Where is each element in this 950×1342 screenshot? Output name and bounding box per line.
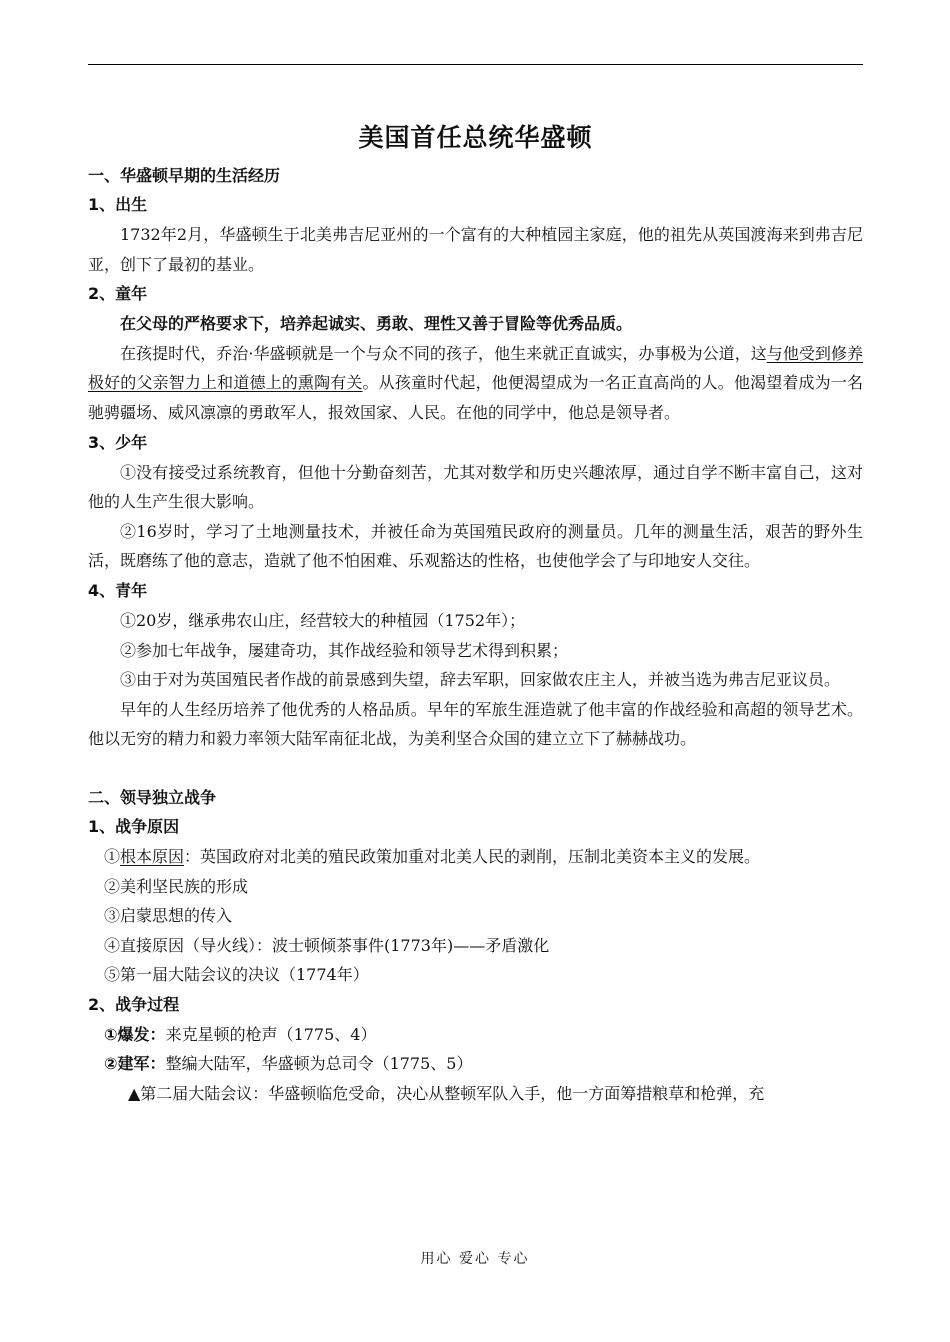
subheading-adulthood: 4、青年 [88, 580, 148, 600]
process-1-label: ①爆发： [104, 1024, 166, 1044]
paragraph-adult-3: ③由于对为英国殖民者作战的前景感到失望，辞去军职，回家做农庄主人，并被当选为弗吉尼亚议员。 [120, 670, 841, 690]
paragraph-adult-summary: 早年的人生经历培养了他优秀的人格品质。早年的军旅生涯造就了他丰富的作战经验和高超的领导艺术。他以无穷的精力和毅力率领大陆军南征北战，为美利坚合众国的建立立下了赫赫战功。 [88, 699, 863, 749]
childhood-text-before: 在孩提时代，乔治·华盛顿就是一个与众不同的孩子，他生来就正直诚实，办事极为公道，这 [120, 343, 767, 363]
paragraph-childhood-summary: 在父母的严格要求下，培养起诚实、勇敢、理性又善于冒险等优秀品质。 [120, 314, 633, 334]
document-body [88, 118, 863, 1109]
page-title: 美国首任总统华盛顿 [358, 123, 593, 152]
cause-1-number: ① [104, 846, 121, 866]
subheading-birth: 1、出生 [88, 195, 148, 214]
childhood-text-after: 。从孩童时代起，他便渴望成为一名正直高尚的人。他渴望着成为一名驰骋疆场、威风凛凛的勇敢军人，报效国家、人民。在他的同学中，他总是领导者。 [88, 373, 863, 422]
paragraph-childhood [88, 339, 863, 428]
process-item-1 [88, 1020, 863, 1050]
cause-item-2: ②美利坚民族的形成 [104, 876, 249, 896]
cause-item-5: ⑤第一届大陆会议的决议（1774年） [104, 965, 369, 985]
process-item-3: ▲第二届大陆会议：华盛顿临危受命，决心从整顿军队入手，他一方面筹措粮草和枪弹，充 [128, 1084, 765, 1104]
process-1-text: 来克星顿的枪声（1775、4） [165, 1024, 377, 1044]
childhood-underlined-text: 与他受到修养极好的父亲智力上和道德上的熏陶有关 [88, 343, 863, 393]
process-2-label: ②建军： [104, 1054, 166, 1074]
cause-item-4: ④直接原因（导火线）：波士顿倾茶事件(1773年)——矛盾激化 [104, 935, 550, 955]
paragraph-adult-1: ①20岁，继承弗农山庄，经营较大的种植园（1752年）； [120, 610, 526, 630]
subheading-war-causes: 1、战争原因 [88, 816, 180, 836]
cause-item-1 [88, 842, 863, 872]
spacer [88, 754, 863, 784]
subheading-childhood: 2、童年 [88, 284, 148, 304]
section-heading-independence-war: 二、领导独立战争 [88, 787, 217, 807]
process-item-2 [88, 1049, 863, 1079]
section-heading-early-life: 一、华盛顿早期的生活经历 [88, 166, 281, 185]
cause-1-label: 根本原因 [120, 846, 185, 866]
cause-item-3: ③启蒙思想的传入 [104, 906, 233, 926]
paragraph-adult-2: ②参加七年战争，屡建奇功，其作战经验和领导艺术得到积累； [120, 640, 569, 660]
header-rule [88, 64, 863, 65]
page-footer: 用心 爱心 专心 [420, 1251, 530, 1267]
process-2-text: 整编大陆军，华盛顿为总司令（1775、5） [165, 1054, 473, 1074]
subheading-youth: 3、少年 [88, 432, 148, 452]
paragraph-youth-2: ②16岁时，学习了土地测量技术，并被任命为英国殖民政府的测量员。几年的测量生活，艰苦的野外生活，既磨练了他的意志，造就了他不怕困难、乐观豁达的性格，也使他学会了与印地安人交往。 [88, 521, 863, 571]
subheading-war-process: 2、战争过程 [88, 994, 180, 1014]
paragraph-youth-1: ①没有接受过系统教育，但他十分勤奋刻苦，尤其对数学和历史兴趣浓厚，通过自学不断丰富自己，这对他的人生产生很大影响。 [88, 462, 863, 512]
cause-1-text: ：英国政府对北美的殖民政策加重对北美人民的剥削，压制北美资本主义的发展。 [184, 846, 761, 866]
paragraph-birth: 1732年2月，华盛顿生于北美弗吉尼亚州的一个富有的大种植园主家庭，他的祖先从英国渡海来到弗吉尼亚，创下了最初的基业。 [88, 225, 863, 274]
